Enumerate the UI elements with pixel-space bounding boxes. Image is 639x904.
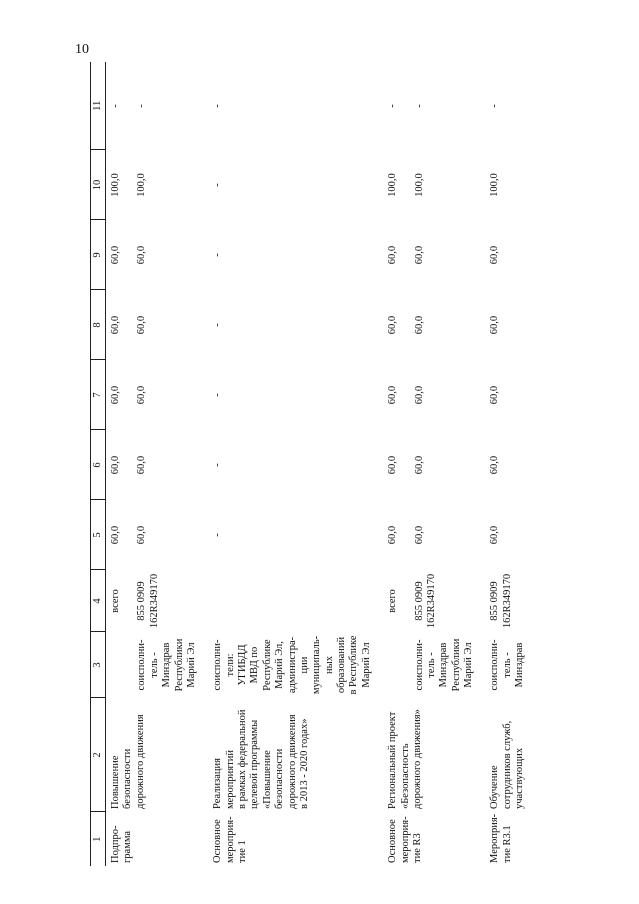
- row-title: Региональный проект «Безопасность дорожного движения»: [387, 709, 423, 809]
- value-cell: -: [413, 104, 425, 108]
- value-cell: -: [212, 323, 224, 327]
- col-header-11: 11: [91, 62, 106, 150]
- value-cell: -: [212, 393, 224, 397]
- value-cell: -: [212, 104, 224, 108]
- value-cell: 100,0: [110, 173, 121, 197]
- col-header-5: 5: [91, 500, 106, 570]
- col-header-4: 4: [91, 570, 106, 632]
- row-title: Повышение безопасности дорожного движения: [110, 714, 146, 809]
- value-cell: 60,0: [489, 525, 501, 545]
- row-executor: соисполни- тель - Минздрав: [489, 639, 526, 691]
- table-row: [383, 62, 409, 866]
- value-cell: 60,0: [413, 525, 425, 545]
- row-type: Основное мероприя- тие R3: [387, 816, 423, 863]
- value-cell: 60,0: [489, 455, 501, 475]
- row-code: всего: [110, 589, 121, 613]
- table-row: [208, 62, 383, 866]
- value-cell: 100,0: [489, 173, 501, 197]
- row-executor: соисполни- тель - Минздрав Республики Марий Эл: [413, 638, 474, 692]
- value-cell: -: [212, 463, 224, 467]
- value-cell: 60,0: [387, 245, 399, 265]
- row-code: 855 0909 162R349170: [413, 573, 437, 629]
- value-cell: 60,0: [110, 245, 121, 265]
- row-type: Подпро- грамма: [110, 825, 134, 863]
- col-header-9: 9: [91, 220, 106, 290]
- col-header-1: 1: [91, 812, 106, 866]
- value-cell: 60,0: [110, 455, 121, 475]
- value-cell: 60,0: [489, 315, 501, 335]
- value-cell: -: [136, 104, 148, 108]
- row-code: 855 0909 162R349170: [489, 573, 513, 629]
- value-cell: -: [212, 183, 224, 187]
- row-executor: [383, 632, 409, 698]
- value-cell: 60,0: [110, 315, 121, 335]
- value-cell: 100,0: [136, 173, 148, 197]
- col-header-6: 6: [91, 430, 106, 500]
- value-cell: -: [212, 253, 224, 257]
- value-cell: 100,0: [413, 173, 425, 197]
- value-cell: -: [489, 104, 501, 108]
- value-cell: 60,0: [387, 455, 399, 475]
- column-number-row: [91, 62, 106, 866]
- value-cell: -: [110, 104, 121, 108]
- value-cell: 60,0: [387, 315, 399, 335]
- value-cell: 60,0: [387, 525, 399, 545]
- value-cell: 60,0: [136, 315, 148, 335]
- value-cell: 60,0: [413, 245, 425, 265]
- budget-table: [90, 62, 537, 866]
- row-type: Основное мероприя- тие 1: [212, 816, 248, 863]
- value-cell: 60,0: [136, 245, 148, 265]
- value-cell: -: [387, 104, 399, 108]
- value-cell: 60,0: [413, 455, 425, 475]
- page-number: 10: [75, 42, 89, 57]
- value-cell: 60,0: [413, 315, 425, 335]
- value-cell: 60,0: [489, 385, 501, 405]
- value-cell: 60,0: [136, 455, 148, 475]
- col-header-10: 10: [91, 150, 106, 220]
- col-header-3: 3: [91, 632, 106, 698]
- value-cell: 60,0: [136, 385, 148, 405]
- row-executor: соисполни- тели: УГИБДД МВД по Республике Марий Эл, администра- ции муниципаль- ных образований в Республике Марий Эл: [212, 635, 372, 695]
- value-cell: 60,0: [387, 385, 399, 405]
- table-row: [485, 62, 536, 866]
- row-title: Реализация мероприятий в рамках федеральной целевой программы «Повышение безопасности дорожного движения в 2013 - 2020 годах»: [212, 709, 310, 809]
- row-executor: [106, 632, 133, 698]
- col-header-8: 8: [91, 290, 106, 360]
- value-cell: 60,0: [136, 525, 148, 545]
- value-cell: 60,0: [110, 525, 121, 545]
- row-type: Мероприя- тие R3.1: [489, 813, 513, 863]
- rotated-table-sheet: [90, 62, 610, 866]
- value-cell: 100,0: [387, 173, 399, 197]
- row-code: 855 0909 162R349170: [136, 573, 160, 629]
- row-code: всего: [387, 589, 399, 613]
- col-header-2: 2: [91, 698, 106, 812]
- table-row: [106, 62, 133, 866]
- value-cell: 60,0: [489, 245, 501, 265]
- value-cell: 60,0: [413, 385, 425, 405]
- row-title: Обучение сотрудников служб, участвующих: [489, 720, 526, 809]
- row-executor: соисполни- тель - Минздрав Республики Марий Эл: [136, 638, 197, 692]
- value-cell: -: [212, 533, 224, 537]
- value-cell: 60,0: [110, 385, 121, 405]
- row-code: [208, 570, 383, 632]
- col-header-7: 7: [91, 360, 106, 430]
